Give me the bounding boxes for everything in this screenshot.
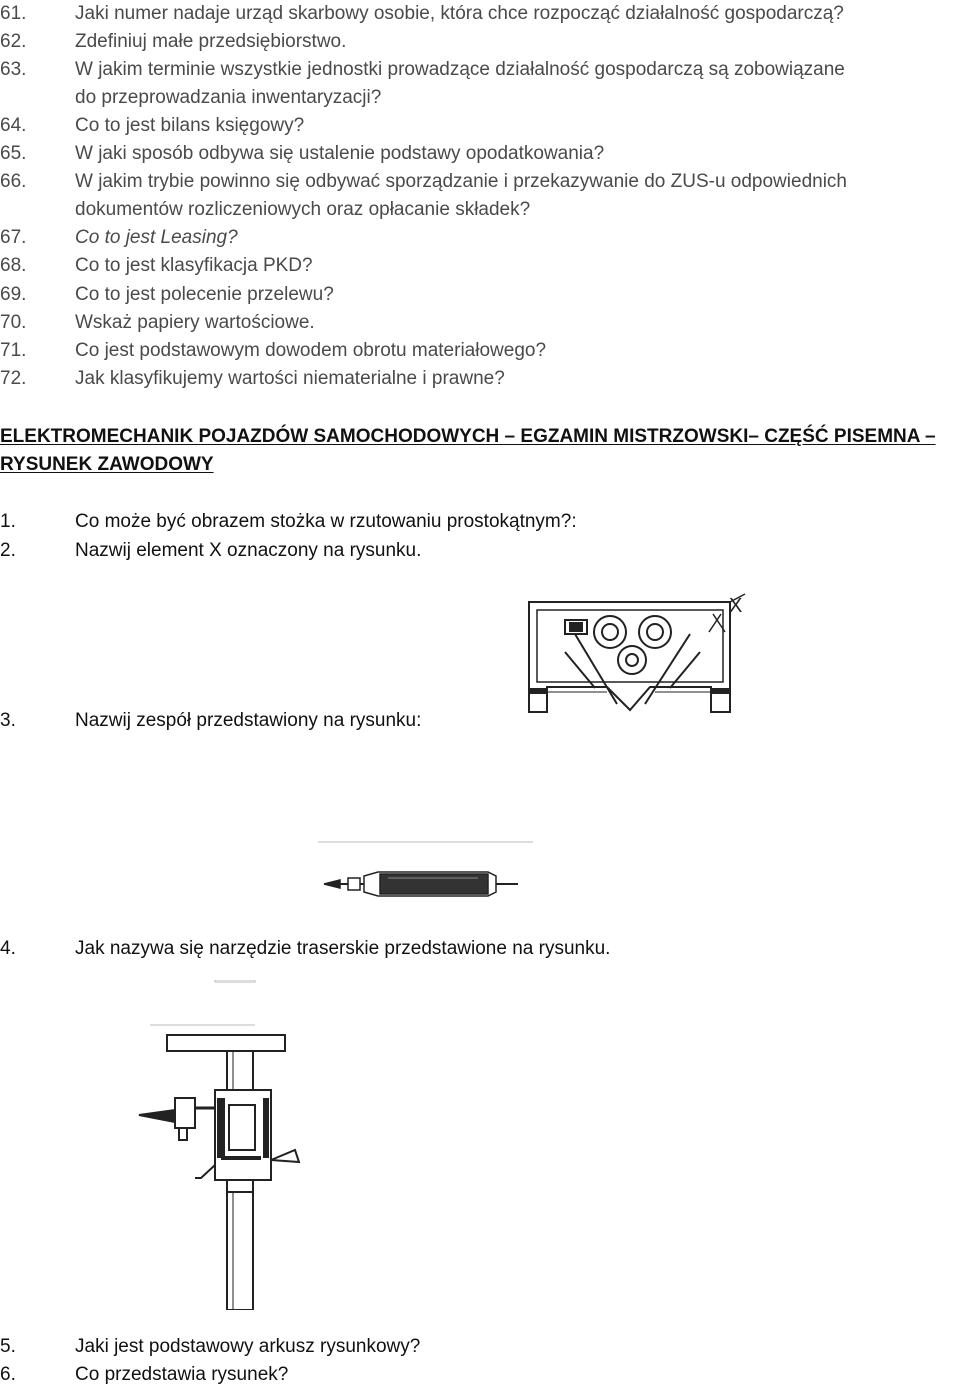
question-text-continued: dokumentów rozliczeniowych oraz opłacanie składek?	[75, 199, 531, 220]
question-text-continued: do przeprowadzania inwentaryzacji?	[75, 87, 382, 108]
question-text: W jakim trybie powinno się odbywać sporządzanie i przekazywanie do ZUS-u odpowiednich	[75, 171, 847, 192]
question-text: Co to jest klasyfikacja PKD?	[75, 255, 313, 276]
figure-label-x: X	[729, 595, 743, 617]
question-number: 63.	[0, 59, 27, 80]
question-number: 66.	[0, 171, 27, 192]
question-text: Zdefiniuj małe przedsiębiorstwo.	[75, 31, 347, 52]
soldering-iron-figure	[318, 840, 538, 900]
question-text: Jak klasyfikujemy wartości niematerialne i prawne?	[75, 368, 505, 389]
question-number: 69.	[0, 284, 27, 305]
section-heading-line-1: ELEKTROMECHANIK POJAZDÓW SAMOCHODOWYCH – EGZAMIN MISTRZOWSKI– CZĘŚĆ PISEMNA –	[0, 426, 936, 447]
question-number: 2.	[0, 540, 16, 561]
question-number: 64.	[0, 115, 27, 136]
question-text: W jaki sposób odbywa się ustalenie podstawy opodatkowania?	[75, 143, 605, 164]
question-text: Nazwij element X oznaczony na rysunku.	[75, 540, 422, 561]
question-number: 3.	[0, 710, 16, 731]
section-heading	[0, 423, 960, 479]
question-text: Co to jest polecenie przelewu?	[75, 284, 334, 305]
question-text: Wskaż papiery wartościowe.	[75, 312, 315, 333]
question-number: 65.	[0, 143, 27, 164]
engine-head-figure	[525, 592, 765, 722]
question-text: Jaki numer nadaje urząd skarbowy osobie, która chce rozpocząć działalność gospodarczą?	[75, 3, 844, 24]
question-number: 70.	[0, 312, 27, 333]
question-number: 71.	[0, 340, 27, 361]
question-number: 62.	[0, 31, 27, 52]
question-number: 72.	[0, 368, 27, 389]
question-number: 1.	[0, 511, 16, 532]
question-text: Jak nazywa się narzędzie traserskie przedstawione na rysunku.	[75, 938, 611, 959]
section-heading-line-2: RYSUNEK ZAWODOWY	[0, 454, 214, 475]
question-text: Co to jest bilans księgowy?	[75, 115, 305, 136]
question-text: Co może być obrazem stożka w rzutowaniu prostokątnym?:	[75, 511, 577, 532]
question-text: Jaki jest podstawowy arkusz rysunkowy?	[75, 1336, 421, 1357]
question-number: 6.	[0, 1364, 16, 1385]
question-text: Nazwij zespół przedstawiony na rysunku:	[75, 710, 422, 731]
question-number: 67.	[0, 227, 27, 248]
question-text: W jakim terminie wszystkie jednostki prowadzące działalność gospodarczą są zobowiązane	[75, 59, 845, 80]
question-text: Co jest podstawowym dowodem obrotu materiałowego?	[75, 340, 547, 361]
question-number: 68.	[0, 255, 27, 276]
question-text: Co przedstawia rysunek?	[75, 1364, 289, 1385]
question-number: 4.	[0, 938, 16, 959]
question-number: 5.	[0, 1336, 16, 1357]
height-gauge-figure	[135, 980, 315, 1310]
question-number: 61.	[0, 3, 27, 24]
question-text: Co to jest Leasing?	[75, 227, 238, 248]
